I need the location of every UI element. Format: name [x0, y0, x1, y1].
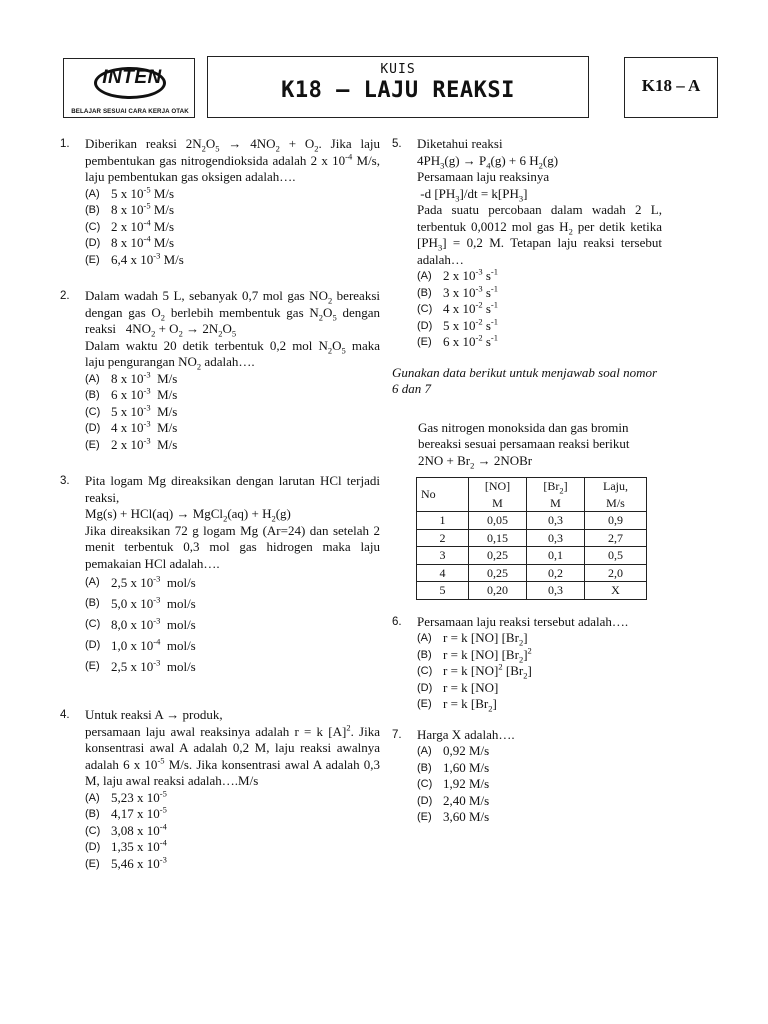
option-text: 5 x $10^{-2}$ $s^{-1}$ [443, 316, 498, 333]
answer-option [85, 656, 380, 677]
option-label: (C) [417, 303, 433, 315]
option-text: r = k $[Br_2]$ [443, 696, 497, 714]
option-text: 1,92 M/s [443, 776, 490, 791]
answer-option [417, 793, 662, 810]
table-row [417, 582, 647, 600]
question-text: Diberikan reaksi $2N_2O_5 \to 4NO_2 + O_2$. Jika laju pembentukan gas nitrogendioksida adalah 2 x $10^{-4}$ M/s, laju pembentukan gas oksigen adalah…. [85, 136, 380, 184]
option-label: (B) [85, 597, 100, 609]
option-text: 6 x $10^{-3}$ M/s [111, 385, 178, 402]
table-header-cell: $[Br_2]$ M [527, 478, 585, 512]
answer-option [85, 635, 380, 656]
answer-option [85, 856, 380, 873]
option-text: 2 x $10^{-4}$ M/s [111, 217, 175, 234]
option-text: 5 x $10^{-5}$ M/s [111, 184, 175, 201]
answer-option [85, 839, 380, 856]
answer-option [85, 572, 380, 593]
table-cell: 0,2 [527, 564, 585, 582]
table-cell: 2,7 [585, 529, 647, 547]
option-label: (A) [417, 745, 432, 757]
option-text: r = k [NO]$^2$ $[Br_2]$ [443, 661, 532, 681]
table-cell: 5 [417, 582, 469, 600]
option-label: (E) [85, 660, 100, 672]
question-3 [60, 473, 380, 677]
title-box [207, 56, 589, 118]
option-text: 3,60 M/s [443, 809, 490, 824]
option-text: 2,5 x $10^{-3}$ mol/s [111, 573, 196, 590]
table-cell: 2,0 [585, 564, 647, 582]
option-text: r = k [NO] [443, 679, 499, 695]
answer-option [85, 252, 380, 269]
option-label: (C) [85, 824, 101, 837]
answer-option [417, 743, 662, 760]
reaction-intro: Gas nitrogen monoksida dan gas bromin bereaksi sesuai persamaan reaksi berikut $2NO + Br_2$ → 2NOBr [418, 419, 630, 471]
option-label: (B) [417, 286, 432, 299]
option-text: 8 x $10^{-5}$ M/s [111, 200, 175, 217]
option-label: (A) [85, 187, 100, 200]
instruction-note: Gunakan data berikut untuk menjawab soal nomor 6 dan 7 [392, 364, 658, 396]
table-cell: X [585, 582, 647, 600]
option-label: (E) [417, 811, 432, 823]
question-number: 3. [60, 475, 70, 487]
right-column [392, 136, 662, 840]
answer-option [417, 301, 662, 318]
question-number: 1. [60, 138, 70, 150]
table-cell: 0,5 [585, 547, 647, 565]
answer-option [417, 285, 662, 302]
table-header-cell: No [417, 478, 469, 512]
options [85, 371, 380, 454]
table-cell: 1 [417, 512, 469, 530]
question-text: Dalam wadah 5 L, sebanyak 0,7 mol gas $NO_2$ bereaksi dengan gas $O_2$ berlebih membentuk gas $N_2O_5$ dengan reaksi $4NO_2 + O_2 \to 2N_2O_5$ Dalam waktu 20 detik terbentuk 0,2 mol $N_2O_5$ maka laju pengurangan $NO_2$ adalah…. [85, 288, 381, 372]
table-header-cell: [NO] M [469, 478, 527, 512]
option-text: 4 x $10^{-3}$ M/s [111, 418, 178, 435]
table-cell: 0,9 [585, 512, 647, 530]
answer-option [85, 202, 380, 219]
options [417, 268, 662, 351]
options [85, 186, 380, 269]
question-text: Pita logam Mg direaksikan dengan larutan HCl terjadi reaksi, Mg(s) + HCl(aq) → MgCl$_2$(aq) + $H_2(g)$ Jika direaksikan 72 g logam Mg (Ar=24) dan setelah 2 menit terbentuk 0,3 mol gas hidrogen maka laju pemakaian HCl adalah…. [85, 473, 380, 571]
option-label: (C) [85, 405, 101, 418]
option-text: 6 x $10^{-2}$ $s^{-1}$ [443, 332, 498, 349]
option-text: 1,35 x $10^{-4}$ [111, 837, 167, 854]
option-label: (E) [85, 857, 100, 870]
question-number: 2. [60, 290, 70, 302]
option-text: 2,5 x $10^{-3}$ mol/s [111, 657, 196, 674]
question-text: Harga X adalah…. [417, 726, 515, 742]
answer-option [85, 404, 380, 421]
option-text: 5,46 x $10^{-3}$ [111, 854, 167, 871]
logo-tagline: BELAJAR SESUAI CARA KERJA OTAK [71, 108, 189, 115]
options [417, 743, 662, 826]
answer-option [85, 593, 380, 614]
option-label: (C) [417, 778, 433, 790]
option-text: 8 x $10^{-4}$ M/s [111, 233, 175, 250]
question-number: 4. [60, 709, 70, 721]
answer-option [417, 680, 662, 697]
rate-data-table [416, 477, 647, 600]
question-text: Persamaan laju reaksi tersebut adalah…. [417, 613, 629, 629]
answer-option [85, 614, 380, 635]
table-cell: 2 [417, 529, 469, 547]
table-cell: 0,3 [527, 582, 585, 600]
option-label: (A) [417, 632, 432, 644]
question-2 [60, 288, 380, 453]
option-label: (B) [417, 761, 432, 774]
question-text: Untuk reaksi A → produk, persamaan laju awal reaksinya adalah r = k $[A]^2$. Jika konsentrasi awal A adalah 0,2 M, laju reaksi awalnya adalah 6 x $10^{-5}$ M/s. Jika konsentrasi awal A adalah 0,3 M, laju awal reaksi adalah….M/s [85, 707, 380, 788]
option-label: (D) [85, 841, 101, 853]
table-header-row [417, 478, 647, 512]
answer-option [85, 420, 380, 437]
table-cell: 0,20 [469, 582, 527, 600]
table-row [417, 564, 647, 582]
option-text: 4,17 x $10^{-5}$ [111, 804, 167, 821]
logo-text: INTEN [102, 67, 162, 88]
table-cell: 0,15 [469, 529, 527, 547]
question-6 [392, 614, 662, 713]
question-number: 7. [392, 728, 402, 741]
option-label: (D) [85, 639, 101, 651]
option-text: 4 x $10^{-2}$ $s^{-1}$ [443, 299, 498, 316]
option-text: 1,60 M/s [443, 759, 490, 775]
option-label: (E) [85, 253, 100, 266]
table-row [417, 529, 647, 547]
option-label: (C) [85, 220, 101, 233]
option-text: 3 x $10^{-3}$ $s^{-1}$ [443, 283, 498, 300]
table-cell: 4 [417, 564, 469, 582]
option-text: 2 x $10^{-3}$ $s^{-1}$ [443, 266, 498, 283]
option-label: (E) [417, 336, 432, 348]
question-7 [392, 727, 662, 826]
option-text: 3,08 x $10^{-4}$ [111, 821, 167, 838]
option-text: 1,0 x $10^{-4}$ mol/s [111, 636, 196, 653]
option-label: (B) [85, 389, 100, 401]
quiz-code: K18 – A [624, 57, 718, 118]
answer-option [85, 219, 380, 236]
answer-option [417, 696, 662, 713]
table-cell: 0,25 [469, 564, 527, 582]
question-number: 6. [392, 615, 402, 628]
option-label: (C) [85, 618, 101, 630]
answer-option [85, 806, 380, 823]
answer-option [417, 268, 662, 285]
option-text: 2 x $10^{-3}$ M/s [111, 435, 178, 452]
question-number: 5. [392, 138, 402, 150]
option-label: (D) [417, 319, 433, 332]
option-text: r = k [NO] $[Br_2]^2$ [443, 645, 532, 665]
option-label: (D) [417, 794, 433, 807]
option-text: 5,23 x $10^{-5}$ [111, 788, 167, 805]
answer-option [417, 809, 662, 826]
answer-option [417, 318, 662, 335]
table-header-cell: Laju, M/s [585, 478, 647, 512]
option-label: (E) [85, 438, 100, 451]
answer-option [85, 371, 380, 388]
answer-option [85, 235, 380, 252]
answer-option [417, 647, 662, 664]
option-text: 5 x $10^{-3}$ M/s [111, 402, 178, 419]
answer-option [417, 630, 662, 647]
table-row [417, 547, 647, 565]
option-label: (A) [85, 576, 100, 588]
option-label: (D) [85, 237, 101, 249]
answer-option [85, 387, 380, 404]
option-label: (D) [85, 422, 101, 434]
option-text: r = k [NO] $[Br_2]$ [443, 630, 528, 648]
answer-option [417, 760, 662, 777]
kuis-label: KUIS [380, 62, 416, 77]
options [417, 630, 662, 713]
left-column [60, 136, 380, 886]
table-body [417, 512, 647, 600]
answer-option [85, 790, 380, 807]
table-cell: 0,3 [527, 512, 585, 530]
option-label: (B) [85, 204, 100, 216]
option-text: 6,4 x $10^{-3}$ M/s [111, 250, 184, 267]
option-text: 8,0 x $10^{-3}$ mol/s [111, 615, 196, 632]
question-5 [392, 136, 662, 351]
table-cell: 0,25 [469, 547, 527, 565]
table-cell: 0,1 [527, 547, 585, 565]
answer-option [85, 437, 380, 454]
answer-option [85, 823, 380, 840]
answer-option [417, 334, 662, 351]
option-text: 5,0 x $10^{-3}$ mol/s [111, 594, 196, 611]
options [85, 572, 380, 677]
option-label: (D) [417, 681, 433, 694]
question-4 [60, 707, 380, 872]
option-label: (B) [417, 648, 432, 661]
table-cell: 3 [417, 547, 469, 565]
option-label: (A) [417, 270, 432, 282]
option-label: (A) [85, 372, 100, 385]
page-title: K18 – LAJU REAKSI [281, 77, 515, 103]
option-label: (C) [417, 665, 433, 677]
question-1 [60, 136, 380, 268]
options [85, 790, 380, 873]
answer-option [85, 186, 380, 203]
logo-box [63, 58, 195, 118]
answer-option [417, 663, 662, 680]
option-label: (A) [85, 791, 100, 804]
option-label: (E) [417, 698, 432, 710]
table-cell: 0,05 [469, 512, 527, 530]
option-label: (B) [85, 808, 100, 820]
option-text: 2,40 M/s [443, 792, 490, 808]
table-cell: 0,3 [527, 529, 585, 547]
option-text: 8 x $10^{-3}$ M/s [111, 369, 178, 386]
question-text: Diketahui reaksi $4PH_3(g) \to P_4(g) + 6$ $H_2(g)$ Persamaan laju reaksinya -d $[PH_3]/dt = k[PH_3]$ Pada suatu percobaan dalam wadah 2 L, terbentuk 0,0012 mol gas $H_2$ per detik ketika $[PH_3] = 0,2$ M. Tetapan laju reaksi tersebut adalah… [417, 136, 662, 267]
table-row [417, 512, 647, 530]
option-text: 0,92 M/s [443, 743, 490, 758]
answer-option [417, 776, 662, 793]
